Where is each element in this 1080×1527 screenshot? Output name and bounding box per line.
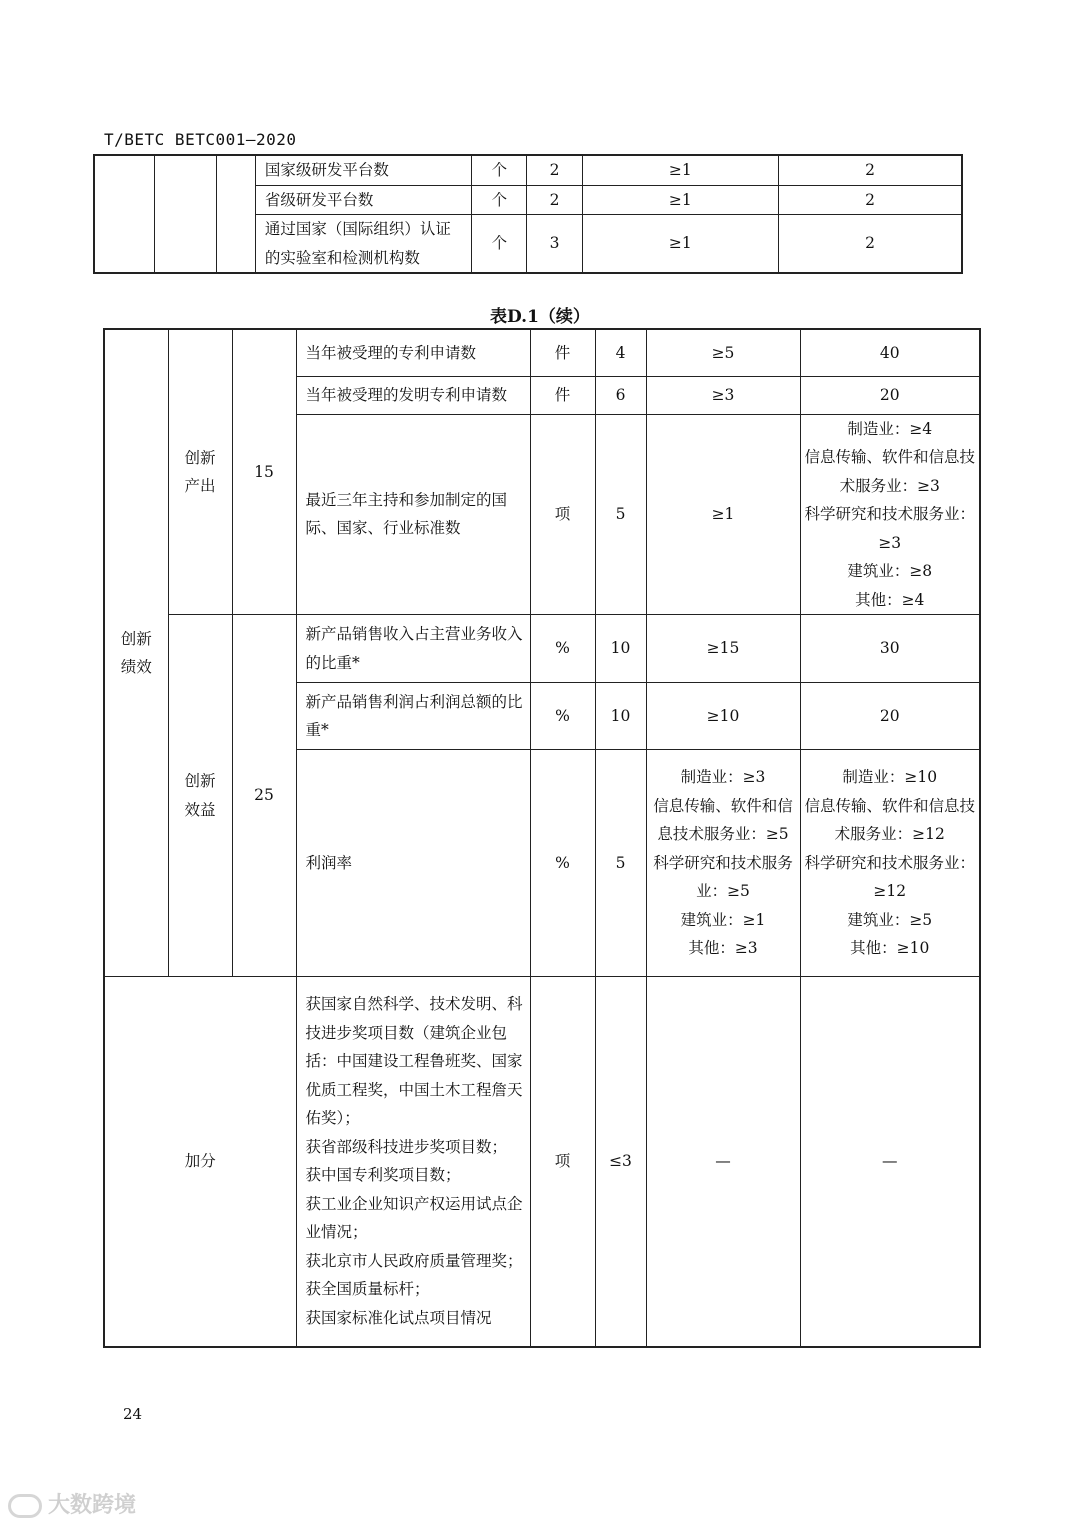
group-name-cell: 创新 产出 xyxy=(168,329,232,615)
innovation-performance-table xyxy=(103,328,981,1348)
table-row xyxy=(104,615,980,683)
unit-cell: % xyxy=(530,615,595,683)
table-caption: 表D.1（续） xyxy=(490,307,590,327)
score-cell: — xyxy=(800,977,980,1347)
standard-cell: ≥10 xyxy=(646,683,800,750)
score-cell: 20 xyxy=(800,376,980,414)
watermark-logo-icon xyxy=(8,1494,42,1518)
table-row xyxy=(104,977,980,1347)
indicator-cell: 最近三年主持和参加制定的国际、国家、行业标准数 xyxy=(296,414,530,615)
standard-cell: ≥1 xyxy=(646,414,800,615)
standard-cell: 制造业：≥3 信息传输、软件和信息技术服务业：≥5 科学研究和技术服务业：≥5 建筑业：≥1 其他：≥3 xyxy=(646,750,800,977)
unit-cell: % xyxy=(530,750,595,977)
score-cell: 制造业：≥4 信息传输、软件和信息技术服务业：≥3 科学研究和技术服务业：≥3 建筑业：≥8 其他：≥4 xyxy=(800,414,980,615)
empty-cell xyxy=(154,155,216,273)
indicator-cell: 当年被受理的发明专利申请数 xyxy=(296,376,530,414)
indicator-cell: 利润率 xyxy=(296,750,530,977)
unit-cell: % xyxy=(530,683,595,750)
weight-cell: 6 xyxy=(595,376,646,414)
weight-cell: 2 xyxy=(527,155,582,185)
score-cell: 2 xyxy=(779,215,962,274)
watermark xyxy=(8,1488,136,1519)
standard-cell: ≥3 xyxy=(646,376,800,414)
score-cell: 40 xyxy=(800,329,980,376)
unit-cell: 个 xyxy=(472,185,527,215)
indicator-cell: 国家级研发平台数 xyxy=(255,155,471,185)
continued-table-top xyxy=(93,154,963,274)
score-cell: 2 xyxy=(779,155,962,185)
table-row xyxy=(104,329,980,376)
indicator-cell: 新产品销售收入占主营业务收入的比重* xyxy=(296,615,530,683)
score-cell: 20 xyxy=(800,683,980,750)
indicator-cell: 通过国家（国际组织）认证的实验室和检测机构数 xyxy=(255,215,471,274)
indicator-cell: 省级研发平台数 xyxy=(255,185,471,215)
weight-cell: 3 xyxy=(527,215,582,274)
table-row xyxy=(94,155,962,185)
weight-cell: 4 xyxy=(595,329,646,376)
unit-cell: 件 xyxy=(530,376,595,414)
score-cell: 2 xyxy=(779,185,962,215)
standard-cell: ≥1 xyxy=(582,155,778,185)
unit-cell: 个 xyxy=(472,215,527,274)
standard-cell: ≥15 xyxy=(646,615,800,683)
empty-cell xyxy=(216,155,255,273)
group-weight-cell: 25 xyxy=(232,615,296,977)
standard-cell: ≥5 xyxy=(646,329,800,376)
weight-cell: 10 xyxy=(595,615,646,683)
score-cell: 制造业：≥10 信息传输、软件和信息技术服务业：≥12 科学研究和技术服务业：≥12 建筑业：≥5 其他：≥10 xyxy=(800,750,980,977)
document-code: T/BETC BETC001—2020 xyxy=(104,130,297,149)
score-cell: 30 xyxy=(800,615,980,683)
standard-cell: ≥1 xyxy=(582,185,778,215)
standard-cell: — xyxy=(646,977,800,1347)
weight-cell: 5 xyxy=(595,414,646,615)
indicator-cell: 当年被受理的专利申请数 xyxy=(296,329,530,376)
empty-cell xyxy=(94,155,154,273)
weight-cell: 2 xyxy=(527,185,582,215)
category-cell: 创新 绩效 xyxy=(104,329,168,977)
weight-cell: 5 xyxy=(595,750,646,977)
bonus-indicator-cell: 获国家自然科学、技术发明、科技进步奖项目数（建筑企业包括：中国建设工程鲁班奖、国家优质工程奖，中国土木工程詹天佑奖）； 获省部级科技进步奖项目数； 获中国专利奖项目数； 获工业企业知识产权运用试点企业情况； 获北京市人民政府质量管理奖； 获全国质量标杆； 获国家标准化试点项目情况 xyxy=(296,977,530,1347)
page-number: 24 xyxy=(123,1405,143,1423)
watermark-text: 大数跨境 xyxy=(48,1493,137,1518)
weight-cell: 10 xyxy=(595,683,646,750)
unit-cell: 个 xyxy=(472,155,527,185)
standard-cell: ≥1 xyxy=(582,215,778,274)
weight-cell: ≤3 xyxy=(595,977,646,1347)
indicator-cell: 新产品销售利润占利润总额的比重* xyxy=(296,683,530,750)
unit-cell: 项 xyxy=(530,414,595,615)
bonus-label-cell: 加分 xyxy=(104,977,296,1347)
unit-cell: 件 xyxy=(530,329,595,376)
group-name-cell: 创新 效益 xyxy=(168,615,232,977)
group-weight-cell: 15 xyxy=(232,329,296,615)
unit-cell: 项 xyxy=(530,977,595,1347)
